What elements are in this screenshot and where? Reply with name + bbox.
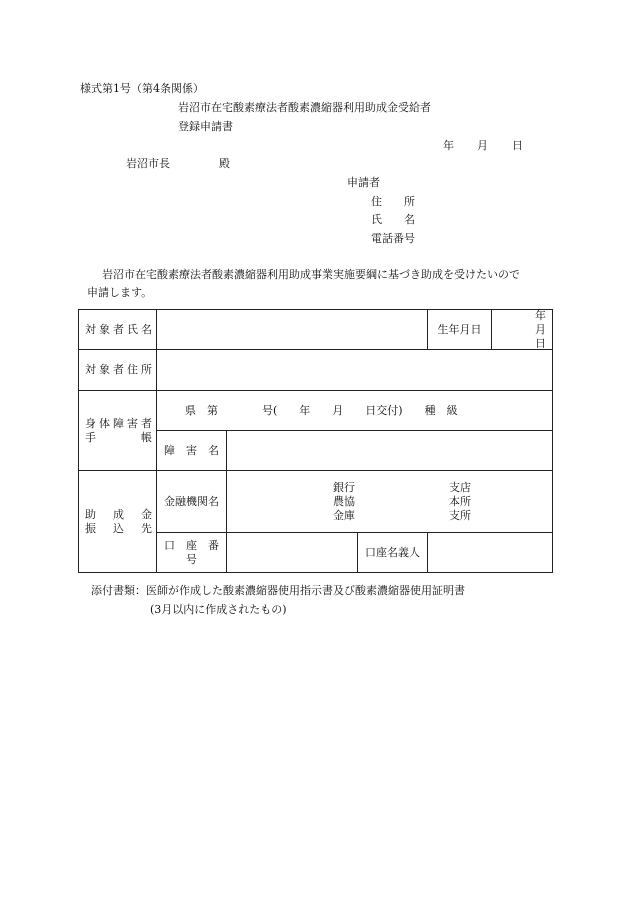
bank-label: 金融機関名 xyxy=(157,471,227,533)
applicant-name-label: 氏 名 xyxy=(371,213,415,226)
disability-name-field[interactable] xyxy=(227,431,553,471)
bank-field[interactable] xyxy=(227,471,553,533)
form-title-line1: 岩沼市在宅酸素療法者酸素濃縮器利用助成金受給者 xyxy=(178,101,431,114)
subject-address-field[interactable] xyxy=(157,350,553,391)
bank-type-bank: 銀行 xyxy=(333,480,355,494)
subject-address-label: 対象者住所 xyxy=(79,350,157,391)
subsidy-transfer-label-cell xyxy=(79,471,157,573)
account-holder-field[interactable] xyxy=(428,533,553,573)
body-text-line1: 岩沼市在宅酸素療法者酸素濃縮器利用助成事業実施要綱に基づき助成を受けたいので xyxy=(102,268,520,281)
subject-name-field[interactable] xyxy=(157,310,428,350)
branch-types-list xyxy=(449,481,471,523)
subject-name-label: 対象者氏名 xyxy=(79,310,157,350)
account-number-label: 口 座 番 号 xyxy=(157,533,227,573)
date-year-label: 年 xyxy=(443,139,454,152)
disability-book-label-1: 身体障害者 xyxy=(85,416,155,430)
form-title-line2: 登録申請書 xyxy=(178,120,233,133)
disability-name-label: 障 害 名 xyxy=(157,431,227,471)
applicant-address-label: 住 所 xyxy=(371,195,415,208)
applicant-phone-label: 電話番号 xyxy=(371,232,415,245)
table-row xyxy=(79,350,553,391)
attachments-label: 添付書類：医師が作成した酸素濃縮器使用指示書及び酸素濃縮器使用証明書 xyxy=(91,584,465,597)
table-row xyxy=(79,310,553,350)
disability-book-label-cell xyxy=(79,391,157,471)
disability-book-label-2: 手 帳 xyxy=(85,430,155,444)
bank-types-list xyxy=(333,481,355,523)
table-row xyxy=(79,391,553,431)
addressee-honorific: 殿 xyxy=(219,157,230,170)
bank-type-credit: 金庫 xyxy=(333,508,355,522)
body-text-line2: 申請します。 xyxy=(87,286,153,299)
account-number-field[interactable] xyxy=(227,533,358,573)
branch-type-sub: 支所 xyxy=(449,508,471,522)
birthdate-label: 生年月日 xyxy=(428,310,492,349)
branch-type-head: 本所 xyxy=(449,494,471,508)
birthdate-cell xyxy=(428,308,580,350)
attachments-note: (3月以内に作成されたもの) xyxy=(150,603,287,616)
subsidy-transfer-label-2: 振 込 先 xyxy=(85,521,155,535)
applicant-heading: 申請者 xyxy=(347,176,380,189)
date-day-label: 日 xyxy=(512,139,523,152)
disability-book-value[interactable]: 県 第 号( 年 月 日交付) 種 級 xyxy=(157,391,553,431)
birthdate-value[interactable]: 年 月 日 xyxy=(535,308,580,350)
table-row xyxy=(79,471,553,533)
addressee-name: 岩沼市長 xyxy=(126,157,170,170)
date-month-label: 月 xyxy=(477,139,488,152)
branch-type-branch: 支店 xyxy=(449,480,471,494)
subsidy-transfer-label-1: 助 成 金 xyxy=(85,507,155,521)
bank-type-agricoop: 農協 xyxy=(333,494,355,508)
form-number: 様式第1号（第4条関係） xyxy=(80,82,204,95)
account-holder-label: 口座名義人 xyxy=(358,533,428,573)
application-table xyxy=(78,308,580,573)
